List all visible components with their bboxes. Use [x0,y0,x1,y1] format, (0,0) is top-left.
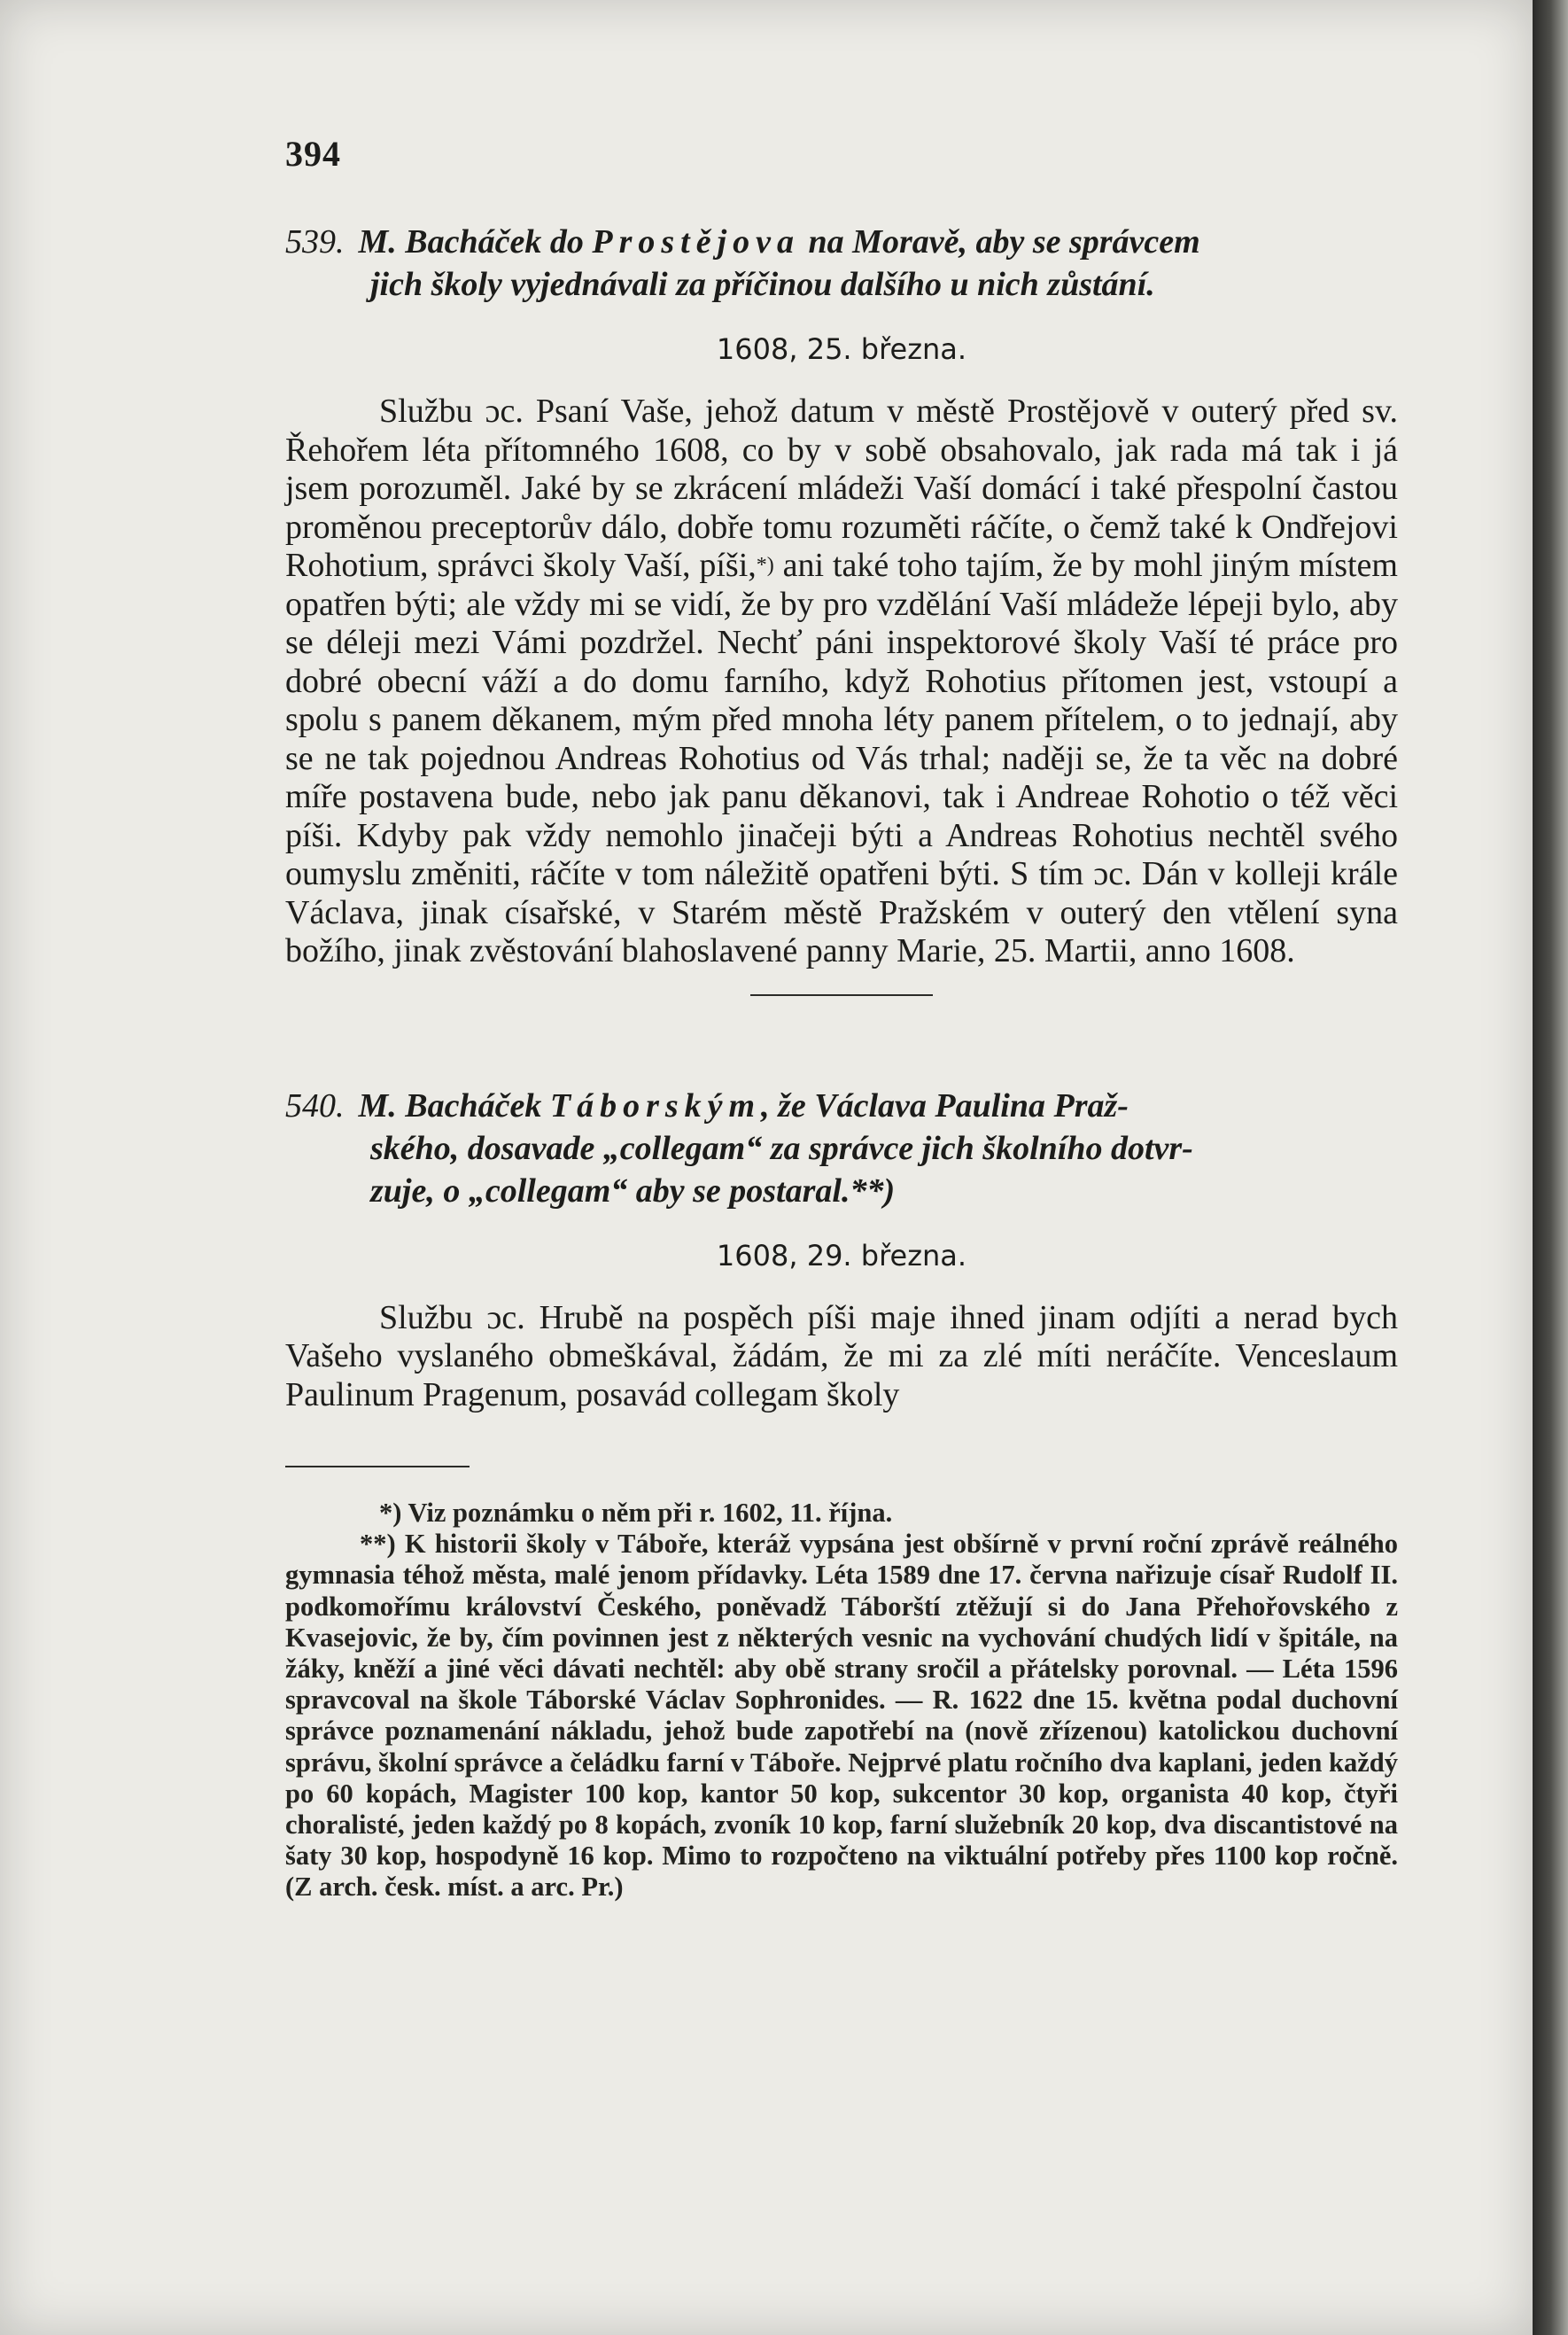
page-content [285,133,1398,1903]
letter-540-number: 540. [285,1086,345,1125]
letter-539-body [285,393,1398,971]
letter-540-title-a: M. Bacháček [358,1086,550,1125]
letter-540-title-line3-wrap [285,1170,1398,1212]
footnote-2 [285,1529,1398,1903]
book-edge-shadow [1533,0,1568,2335]
letter-539-heading [285,221,1398,306]
footnote-divider [285,1466,470,1467]
footnote-2-mark: **) [360,1529,396,1560]
letter-540-date: 1608, 29. března. [716,1238,967,1273]
letter-540-body: Službu ɔc. Hrubě na pospěch píši maje ihned jinam odjíti a nerad bych Vašeho vyslaného obmeškával, žádám, že mi za zlé míti neráčíte. Venceslaum Paulinum Pragenum, posavád collegam školy [285,1298,1398,1413]
letter-539-title-line2: jich školy vyjednávali za příčinou dalšího u nich zůstání. [370,266,1155,303]
letter-540-title-city: Táborským [549,1086,762,1125]
letter-539-text-2: ani také toho tajím, že by mohl jiným místem opatřen býti; ale vždy mi se vidí, že by pro vzdělání Vaší mládeže lépeji bylo, aby se déleji mezi Vámi pozdržel. Nechť páni inspektorové školy Vaší té práce pro dobré obecní váží a do domu farního, když Rohotius přítomen jest, vstoupí a spolu s panem děkanem, mým před mnoha léty panem přítelem, o to jednají, aby se ne tak pojednou Andreas Rohotius od Vás trhal; naději se, že ta věc na dobré míře postavena bude, nebo jak panu děkanovi, tak i Andreae Rohotio o též věci píši. Kdyby pak vždy nemohlo jinačeji býti a Andreas Rohotius nechtěl svého oumyslu změniti, ráčíte v tom náležitě opatřeni býti. S tím ɔc. Dán v kolleji krále Václava, jinak císařské, v Starém městě Pražském v outerý den vtělení syna božího, jinak zvěstování blahoslavené panny Marie, 25. Martii, anno 1608. [285,547,1398,969]
letter-540-title-line3: zuje, o „collegam“ aby se postaral. [370,1171,850,1210]
footnote-ref-1: *) [756,554,774,577]
footnote-2-text: K historii školy v Táboře, kteráž vypsána jest obšírně v první roční zprávě reálného gymnasia téhož města, malé jenom přídavky. Léta 1589 dne 17. června nařizuje císař Rudolf II. podkomořímu království Českého, poněvadž Táborští ztěžují si do Jana Přehořovského z Kvasejovic, že by, čím povinnen jest z některých vesnic na vychování chudých lidí v špitále, na žáky, kněží a jiné věci dávati nechtěl: aby obě strany sročil a přátelsky porovnal. — Léta 1596 spravcoval na škole Táborské Václav Sophronides. — R. 1622 dne 15. května podal duchovní správce poznamenání nákladu, jehož bude zapotřebí na (nově zřízenou) katolickou duchovní správu, školní správce a čeládku farní v Táboře. Nejprvé platu ročního dva kaplani, jeden každý po 60 kopách, Magister 100 kop, kantor 50 kop, sukcentor 30 kop, organista 40 kop, čtyři choralisté, jeden každý po 8 kopách, zvoník 10 kop, farní služebník 20 kop, dva discantistové na šaty 30 kop, hospodyně 16 kop. Mimo to rozpočteno na viktuální potřeby přes 1100 kop ročně. (Z arch. česk. míst. a arc. Pr.) [285,1529,1398,1903]
footnote-1-text: Viz poznámku o něm při r. 1602, 11. října. [401,1498,893,1528]
letter-540-title-line2: ského, dosavade „collegam“ za správce jich školního dotvr- [370,1129,1193,1167]
letter-539-title-b: na Moravě, aby se správcem [800,223,1200,261]
footnote-1-mark: *) [379,1498,402,1528]
letter-539-title-a: M. Bacháček do [358,223,593,261]
letter-540-heading [285,1085,1398,1212]
letter-539-title-city: Prostějova [592,223,801,261]
letter-539-date: 1608, 25. března. [716,332,967,366]
letter-539-text-1: Službu ɔc. Psaní Vaše, jehož datum v městě Prostějově v outerý před sv. Řehořem léta přítomného 1608, co by v sobě obsahovalo, jak rada má tak i já jsem porozuměl. Jaké by se zkrácení mládeži Vaší domácí i také přespolní častou proměnou preceptorův dálo, dobře tomu rozuměti ráčíte, o čemž také k Ondřejovi Rohotium, správci školy Vaší, píši, [285,393,1398,584]
letter-540-title-b: , že Václava Paulina Praž- [761,1086,1129,1125]
footnote-ref-2: **) [850,1171,896,1210]
footnote-1 [285,1498,1398,1529]
letter-539-number: 539. [285,223,345,261]
page-number: 394 [285,134,341,174]
